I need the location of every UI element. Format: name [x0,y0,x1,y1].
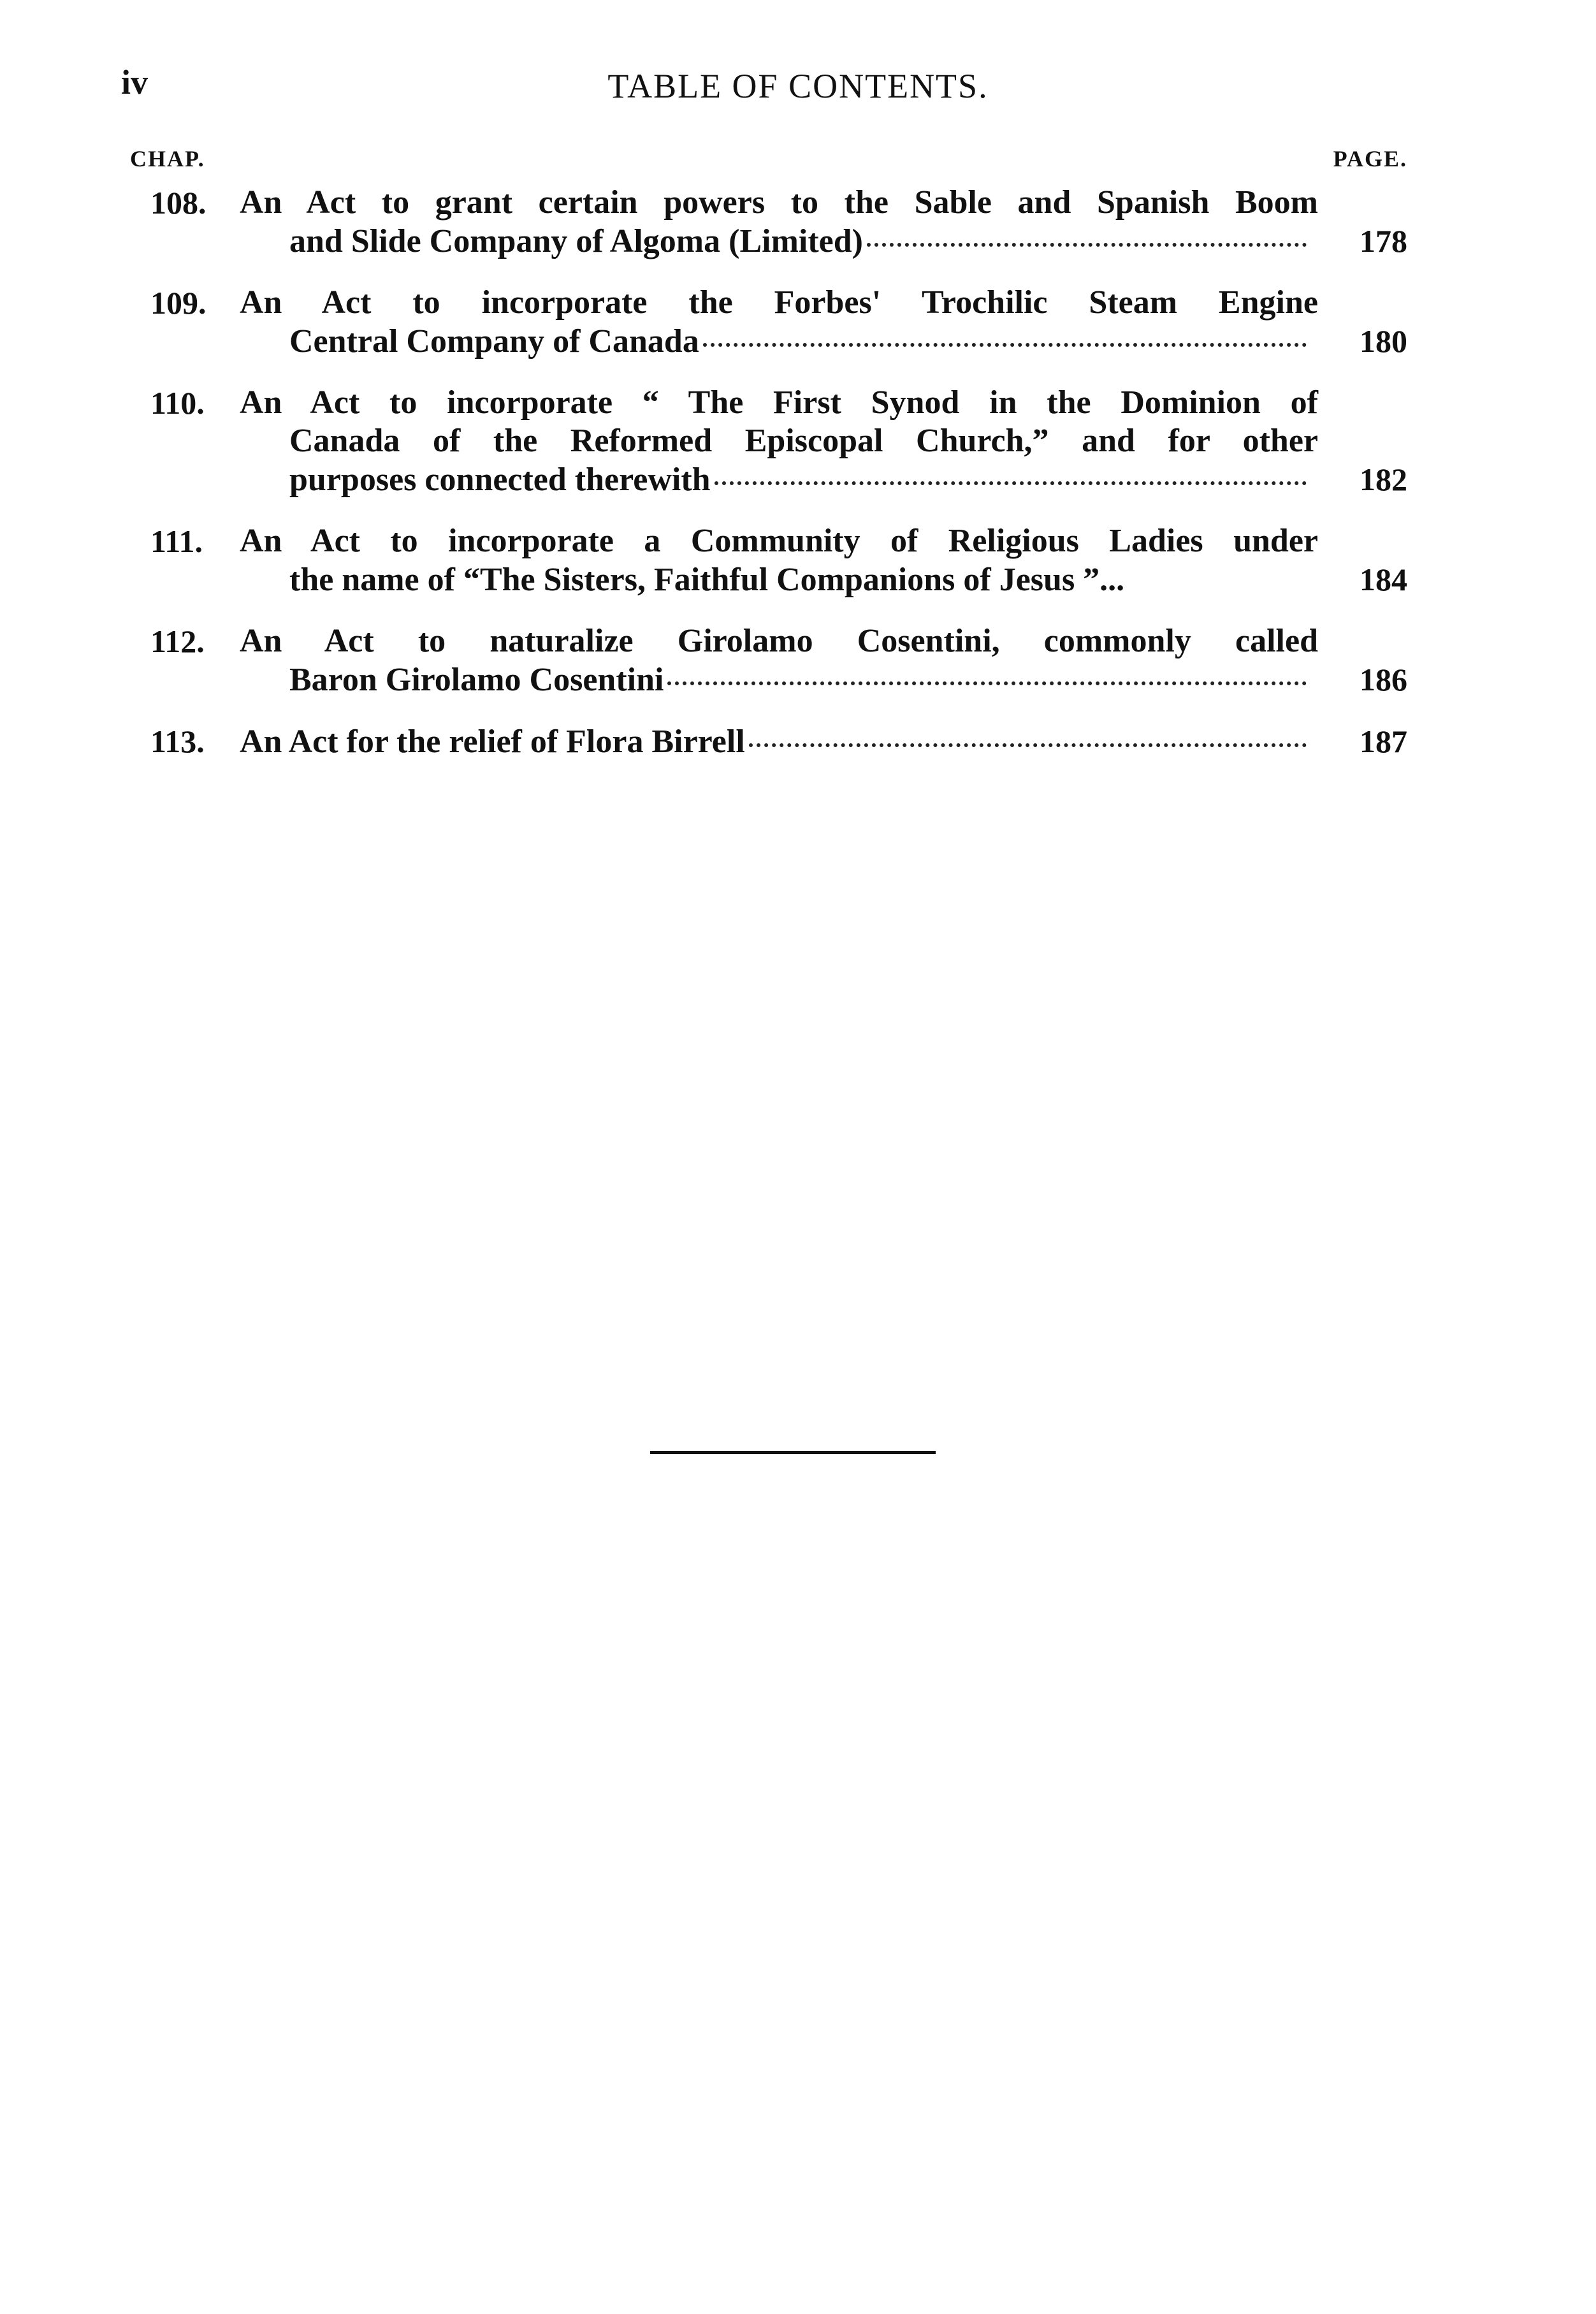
entry-line: Baron Girolamo Cosentini [289,662,664,698]
entry-title [240,384,1407,499]
entry-line: purposes connected therewith [289,462,711,498]
entry-line: the name of “The Sisters, Faithful Companions of Jesus ”... [289,562,1125,598]
page-reference: 184 [1360,562,1407,597]
contents-entry [150,384,1407,499]
dot-leader [667,681,1307,685]
entry-title [240,522,1407,599]
entry-line: An Act to incorporate a Community of Religious Ladies under [240,523,1318,559]
page-number: iv [121,63,149,101]
page-reference: 180 [1360,323,1407,359]
chapter-number: 113. [150,724,205,759]
dot-leader [867,243,1307,247]
page-reference: 178 [1360,223,1407,259]
chapter-number: 109. [150,285,207,321]
section-divider-rule [650,1451,936,1454]
dot-leader [703,343,1307,347]
contents-entry [150,184,1407,261]
contents-list [150,184,1407,784]
entry-title [240,284,1407,361]
chapter-number: 108. [150,185,207,221]
entry-line: Central Company of Canada [289,323,699,360]
entry-title [240,722,1407,761]
contents-entry [150,622,1407,699]
contents-entry [150,722,1407,761]
entry-title [240,184,1407,261]
chap-column-heading: CHAP. [130,146,205,171]
dot-leader [715,481,1307,485]
running-title: TABLE OF CONTENTS. [607,67,989,105]
entry-line: An Act to incorporate “ The First Synod in the Dominion of [240,384,1318,421]
contents-entry [150,522,1407,599]
chapter-number: 110. [150,385,205,421]
page-reference: 186 [1360,662,1407,697]
chapter-number: 111. [150,523,203,559]
entry-line: An Act for the relief of Flora Birrell [240,724,745,760]
entry-line: An Act to naturalize Girolamo Cosentini, commonly called [240,623,1318,659]
entry-line: and Slide Company of Algoma (Limited) [289,223,863,259]
chapter-number: 112. [150,623,205,659]
page-reference: 187 [1360,724,1407,759]
entry-line: An Act to incorporate the Forbes' Trochilic Steam Engine [240,284,1318,321]
entry-title [240,622,1407,699]
contents-entry [150,284,1407,361]
page-column-heading: PAGE. [1333,146,1407,171]
page-reference: 182 [1360,462,1407,497]
dot-leader [749,743,1307,747]
entry-line: Canada of the Reformed Episcopal Church,” and for other [289,423,1318,459]
entry-line: An Act to grant certain powers to the Sable and Spanish Boom [240,184,1318,221]
